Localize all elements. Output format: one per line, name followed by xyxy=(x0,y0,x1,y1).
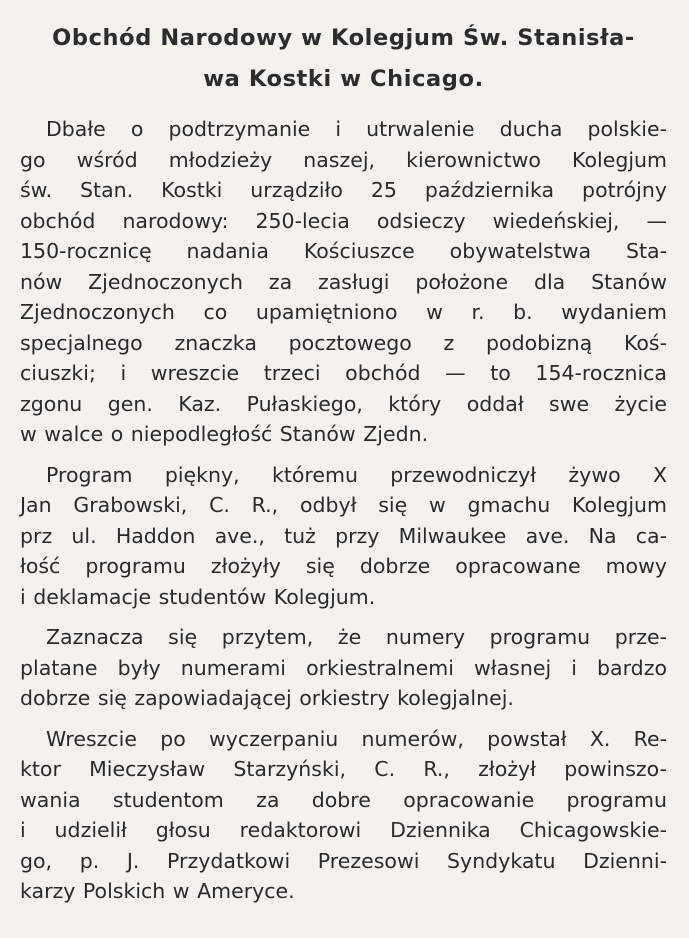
text-line: i udzielił głosu redaktorowi Dziennika Chicagowskie- xyxy=(20,818,667,842)
text-line: obchód narodowy: 250-lecia odsieczy wiedeńskiej, — xyxy=(20,208,667,233)
article-title xyxy=(20,18,667,100)
text-line: Jan Grabowski, C. R., odbył się w gmachu Kolegjum xyxy=(20,493,667,517)
text-line: specjalnego znaczka pocztowego z podobizną Koś- xyxy=(20,330,667,355)
text-line: wania studentom za dobre opracowanie programu xyxy=(20,787,667,812)
text-line: Zaznacza się przytem, że numery programu prze- xyxy=(46,625,667,649)
text-line: ciuszki; i wreszcie trzeci obchód — to 154-rocznica xyxy=(20,361,667,385)
text-line: go, p. J. Przydatkowi Prezesowi Syndykatu Dzienni- xyxy=(20,848,667,873)
text-line: prz ul. Haddon ave., tuż przy Milwaukee ave. Na ca- xyxy=(20,523,667,548)
text-line: karzy Polskich w Ameryce. xyxy=(20,879,295,903)
text-line: łość programu złożyły się dobrze opracowane mowy xyxy=(20,554,667,578)
paragraph-4 xyxy=(20,724,667,907)
text-line: Program piękny, któremu przewodniczył żywo X xyxy=(46,462,667,487)
text-line: w walce o niepodległość Stanów Zjedn. xyxy=(20,422,429,446)
text-line: platane były numerami orkiestralnemi własnej i bardzo xyxy=(20,655,667,680)
article-title-line: Obchód Narodowy w Kolegjum Św. Stanisła- xyxy=(52,25,635,51)
article-title-line: wa Kostki w Chicago. xyxy=(203,66,484,92)
article-body xyxy=(20,114,667,907)
paragraph-2 xyxy=(20,460,667,613)
text-line: ktor Mieczysław Starzyński, C. R., złożył powinszo- xyxy=(20,757,667,781)
paragraph-1 xyxy=(20,114,667,450)
text-line: go wśród młodzieży naszej, kierownictwo Kolegjum xyxy=(20,147,667,172)
text-line: 150-rocznicę nadania Kościuszce obywatelstwa Sta- xyxy=(20,239,667,263)
text-line: Dbałe o podtrzymanie i utrwalenie ducha polskie- xyxy=(46,117,667,141)
text-line: dobrze się zapowiadającej orkiestry kolegjalnej. xyxy=(20,686,514,710)
text-line: nów Zjednoczonych za zasługi położone dla Stanów xyxy=(20,269,667,294)
text-line: Zjednoczonych co upamiętniono w r. b. wydaniem xyxy=(20,300,667,324)
paragraph-3 xyxy=(20,622,667,714)
text-line: św. Stan. Kostki urządziło 25 października potrójny xyxy=(20,178,667,202)
text-line: zgonu gen. Kaz. Pułaskiego, który oddał swe życie xyxy=(20,391,667,416)
text-line: Wreszcie po wyczerpaniu numerów, powstał X. Re- xyxy=(46,726,667,751)
text-line: i deklamacje studentów Kolegjum. xyxy=(20,584,376,609)
